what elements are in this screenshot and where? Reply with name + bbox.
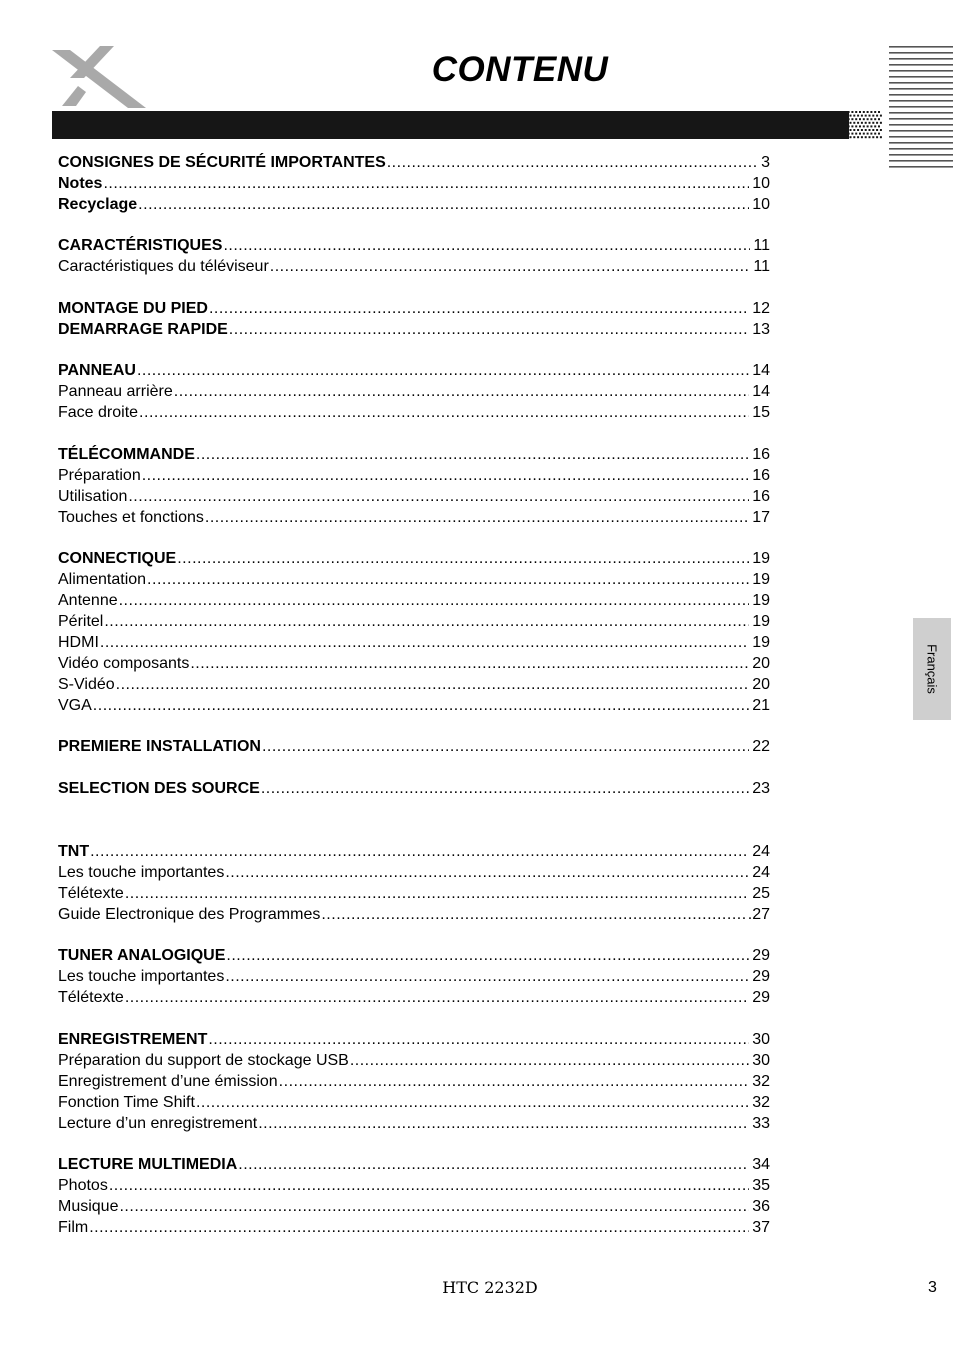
- page-title: CONTENU: [431, 50, 609, 89]
- toc-dot-leader: [225, 966, 749, 987]
- toc-entry-title: Film: [58, 1219, 89, 1236]
- toc-entry: [58, 966, 770, 987]
- decorative-stripes: [889, 46, 953, 174]
- page-number: 3: [928, 1279, 937, 1296]
- toc-entry-page: 19: [752, 550, 770, 567]
- toc-entry-title: Photos: [58, 1177, 108, 1194]
- toc-dot-leader: [125, 883, 749, 904]
- toc-dot-leader: [89, 1217, 749, 1238]
- toc-dot-leader: [387, 152, 758, 173]
- toc-dot-leader: [196, 444, 749, 465]
- toc-dot-leader: [223, 235, 750, 256]
- toc-entry-page: 14: [752, 362, 770, 379]
- toc-entry-page: 37: [752, 1219, 770, 1236]
- toc-entry-page: 16: [752, 467, 770, 484]
- toc-entry: [58, 653, 770, 674]
- toc-entry: [58, 402, 770, 423]
- toc-entry-page: 10: [752, 175, 770, 192]
- toc-dot-leader: [174, 381, 749, 402]
- toc-entry: [58, 883, 770, 904]
- toc-dot-leader: [208, 1029, 749, 1050]
- toc-entry: [58, 778, 770, 799]
- toc-entry: [58, 632, 770, 653]
- language-tab: [913, 618, 951, 720]
- toc-dot-leader: [205, 507, 749, 528]
- toc-entry: [58, 1050, 770, 1071]
- toc-entry-title: LECTURE MULTIMEDIA: [58, 1156, 238, 1173]
- toc-entry: [58, 507, 770, 528]
- toc-entry: [58, 945, 770, 966]
- toc-entry: [58, 194, 770, 215]
- toc-entry-page: 16: [752, 446, 770, 463]
- toc-entry: [58, 381, 770, 402]
- toc-entry-title: Lecture d’un enregistrement: [58, 1115, 258, 1132]
- toc-dot-leader: [109, 1175, 749, 1196]
- toc-entry: [58, 611, 770, 632]
- toc-dot-leader: [119, 590, 750, 611]
- toc-entry-page: 23: [752, 780, 770, 797]
- toc-dot-leader: [177, 548, 749, 569]
- toc-entry-title: TÉLÉCOMMANDE: [58, 446, 195, 463]
- toc-entry-title: Panneau arrière: [58, 383, 173, 400]
- toc-dot-leader: [119, 1196, 749, 1217]
- toc-entry-page: 3: [761, 154, 770, 171]
- toc-entry: [58, 736, 770, 757]
- toc-entry: [58, 548, 770, 569]
- toc-entry-title: Enregistrement d’une émission: [58, 1073, 278, 1090]
- toc-entry: [58, 444, 770, 465]
- toc-entry-title: TNT: [58, 843, 90, 860]
- toc-entry-page: 36: [752, 1198, 770, 1215]
- toc-entry-page: 19: [752, 634, 770, 651]
- toc-entry: [58, 590, 770, 611]
- toc-dot-leader: [262, 736, 749, 757]
- toc-entry-page: 16: [752, 488, 770, 505]
- toc-entry-title: PREMIERE INSTALLATION: [58, 738, 261, 755]
- toc-entry-page: 20: [752, 676, 770, 693]
- toc-dot-leader: [138, 194, 749, 215]
- toc-entry: [58, 173, 770, 194]
- toc-dot-leader: [238, 1154, 749, 1175]
- toc-entry: [58, 298, 770, 319]
- toc-entry-title: TUNER ANALOGIQUE: [58, 947, 226, 964]
- toc-entry-page: 19: [752, 592, 770, 609]
- toc-entry-page: 29: [752, 968, 770, 985]
- toc-dot-leader: [139, 402, 749, 423]
- toc-entry-title: Notes: [58, 175, 103, 192]
- toc-entry-title: DEMARRAGE RAPIDE: [58, 321, 228, 338]
- toc-entry: [58, 674, 770, 695]
- toc-entry-title: Télétexte: [58, 885, 124, 902]
- toc-entry-title: PANNEAU: [58, 362, 136, 379]
- toc-dot-leader: [350, 1050, 749, 1071]
- toc-entry-page: 29: [752, 989, 770, 1006]
- toc-entry-page: 20: [752, 655, 770, 672]
- toc-entry: [58, 1175, 770, 1196]
- toc-entry-page: 32: [752, 1073, 770, 1090]
- toc-entry-title: Musique: [58, 1198, 119, 1215]
- toc-dot-leader: [93, 695, 749, 716]
- toc-dot-leader: [321, 904, 744, 925]
- toc-dot-leader: [196, 1092, 749, 1113]
- toc-entry-title: Fonction Time Shift: [58, 1094, 195, 1111]
- toc-dot-leader: [100, 632, 749, 653]
- toc-dot-leader: [225, 862, 749, 883]
- toc-entry: [58, 1071, 770, 1092]
- toc-entry-title: Télétexte: [58, 989, 124, 1006]
- toc-entry-page: 24: [752, 843, 770, 860]
- toc-dot-leader: [209, 298, 749, 319]
- toc-dot-leader: [103, 173, 749, 194]
- toc-entry: [58, 465, 770, 486]
- toc-entry-title: Touches et fonctions: [58, 509, 204, 526]
- toc-entry-title: Les touche importantes: [58, 968, 225, 985]
- toc-entry: [58, 1092, 770, 1113]
- toc-dot-leader: [279, 1071, 750, 1092]
- toc-entry: [58, 256, 770, 277]
- toc-entry: [58, 841, 770, 862]
- toc-entry-page: 30: [752, 1052, 770, 1069]
- toc-entry-page: 24: [752, 864, 770, 881]
- toc-entry-title: Utilisation: [58, 488, 128, 505]
- toc-entry: [58, 904, 770, 925]
- toc-entry: [58, 235, 770, 256]
- toc-entry-page: 32: [752, 1094, 770, 1111]
- toc-dot-leader: [270, 256, 751, 277]
- toc-entry-page: 19: [752, 571, 770, 588]
- toc-entry-page: 14: [752, 383, 770, 400]
- toc-entry-page: 30: [752, 1031, 770, 1048]
- toc-entry-title: HDMI: [58, 634, 99, 651]
- toc-entry-title: VGA: [58, 697, 92, 714]
- toc-entry-page: 11: [753, 258, 770, 275]
- toc-dot-leader: [90, 841, 749, 862]
- toc-entry-title: CONSIGNES DE SÉCURITÉ IMPORTANTES: [58, 154, 386, 171]
- toc-entry-title: Antenne: [58, 592, 118, 609]
- toc-entry: [58, 862, 770, 883]
- toc-entry-page: 11: [753, 237, 770, 254]
- toc-entry-page: 25: [752, 885, 770, 902]
- toc-entry: [58, 319, 770, 340]
- toc-entry-title: CARACTÉRISTIQUES: [58, 237, 223, 254]
- toc-entry: [58, 569, 770, 590]
- toc-entry-title: Péritel: [58, 613, 104, 630]
- toc-dot-leader: [104, 611, 749, 632]
- toc-entry-title: Vidéo composants: [58, 655, 190, 672]
- toc-entry-title: MONTAGE DU PIED: [58, 300, 208, 317]
- toc-entry-page: 10: [752, 196, 770, 213]
- toc-dot-leader: [116, 674, 750, 695]
- toc-entry-title: Préparation du support de stockage USB: [58, 1052, 349, 1069]
- toc-entry-page: 34: [752, 1156, 770, 1173]
- toc-entry-page: 35: [752, 1177, 770, 1194]
- toc-entry-page: 22: [752, 738, 770, 755]
- toc-entry-page: .27: [747, 906, 770, 923]
- toc-entry: [58, 486, 770, 507]
- toc-dot-leader: [261, 778, 749, 799]
- toc-dot-leader: [258, 1113, 749, 1134]
- toc-entry-title: Face droite: [58, 404, 139, 421]
- toc-entry-title: Préparation: [58, 467, 141, 484]
- toc-entry-title: SELECTION DES SOURCE: [58, 780, 260, 797]
- toc-entry: [58, 1196, 770, 1217]
- toc-entry: [58, 1113, 770, 1134]
- toc-entry-page: 29: [752, 947, 770, 964]
- toc-entry-title: ENREGISTREMENT: [58, 1031, 208, 1048]
- toc-entry: [58, 152, 770, 173]
- language-tab-label: Français: [924, 644, 940, 694]
- toc-dot-leader: [229, 319, 749, 340]
- toc-entry-page: 19: [752, 613, 770, 630]
- header-bar: [52, 111, 849, 139]
- toc-dot-leader: [137, 360, 749, 381]
- toc-dot-leader: [147, 569, 749, 590]
- toc-entry: [58, 695, 770, 716]
- header-bar-dot-pattern: [840, 110, 886, 140]
- toc-entry-title: S-Vidéo: [58, 676, 115, 693]
- toc-entry-page: 17: [752, 509, 770, 526]
- toc-dot-leader: [125, 987, 749, 1008]
- toc-entry-title: Recyclage: [58, 196, 138, 213]
- toc-entry: [58, 1029, 770, 1050]
- footer-model-name: HTC 2232D: [442, 1278, 538, 1297]
- toc-entry-title: CONNECTIQUE: [58, 550, 177, 567]
- toc-entry: [58, 360, 770, 381]
- toc-entry: [58, 1154, 770, 1175]
- toc-entry-title: Les touche importantes: [58, 864, 225, 881]
- toc-entry-page: 15: [752, 404, 770, 421]
- toc-entry-page: 33: [752, 1115, 770, 1132]
- toc-entry-page: 12: [752, 300, 770, 317]
- toc-entry-title: Caractéristiques du téléviseur: [58, 258, 269, 275]
- toc-dot-leader: [142, 465, 749, 486]
- toc-entry: [58, 987, 770, 1008]
- toc-dot-leader: [226, 945, 749, 966]
- toc-entry-page: 21: [752, 697, 770, 714]
- toc-dot-leader: [128, 486, 749, 507]
- toc-dot-leader: [190, 653, 749, 674]
- toc-entry-title: Alimentation: [58, 571, 147, 588]
- toc-entry-title: Guide Electronique des Programmes: [58, 906, 321, 923]
- toc-entry-page: 13: [752, 321, 770, 338]
- toc-entry: [58, 1217, 770, 1238]
